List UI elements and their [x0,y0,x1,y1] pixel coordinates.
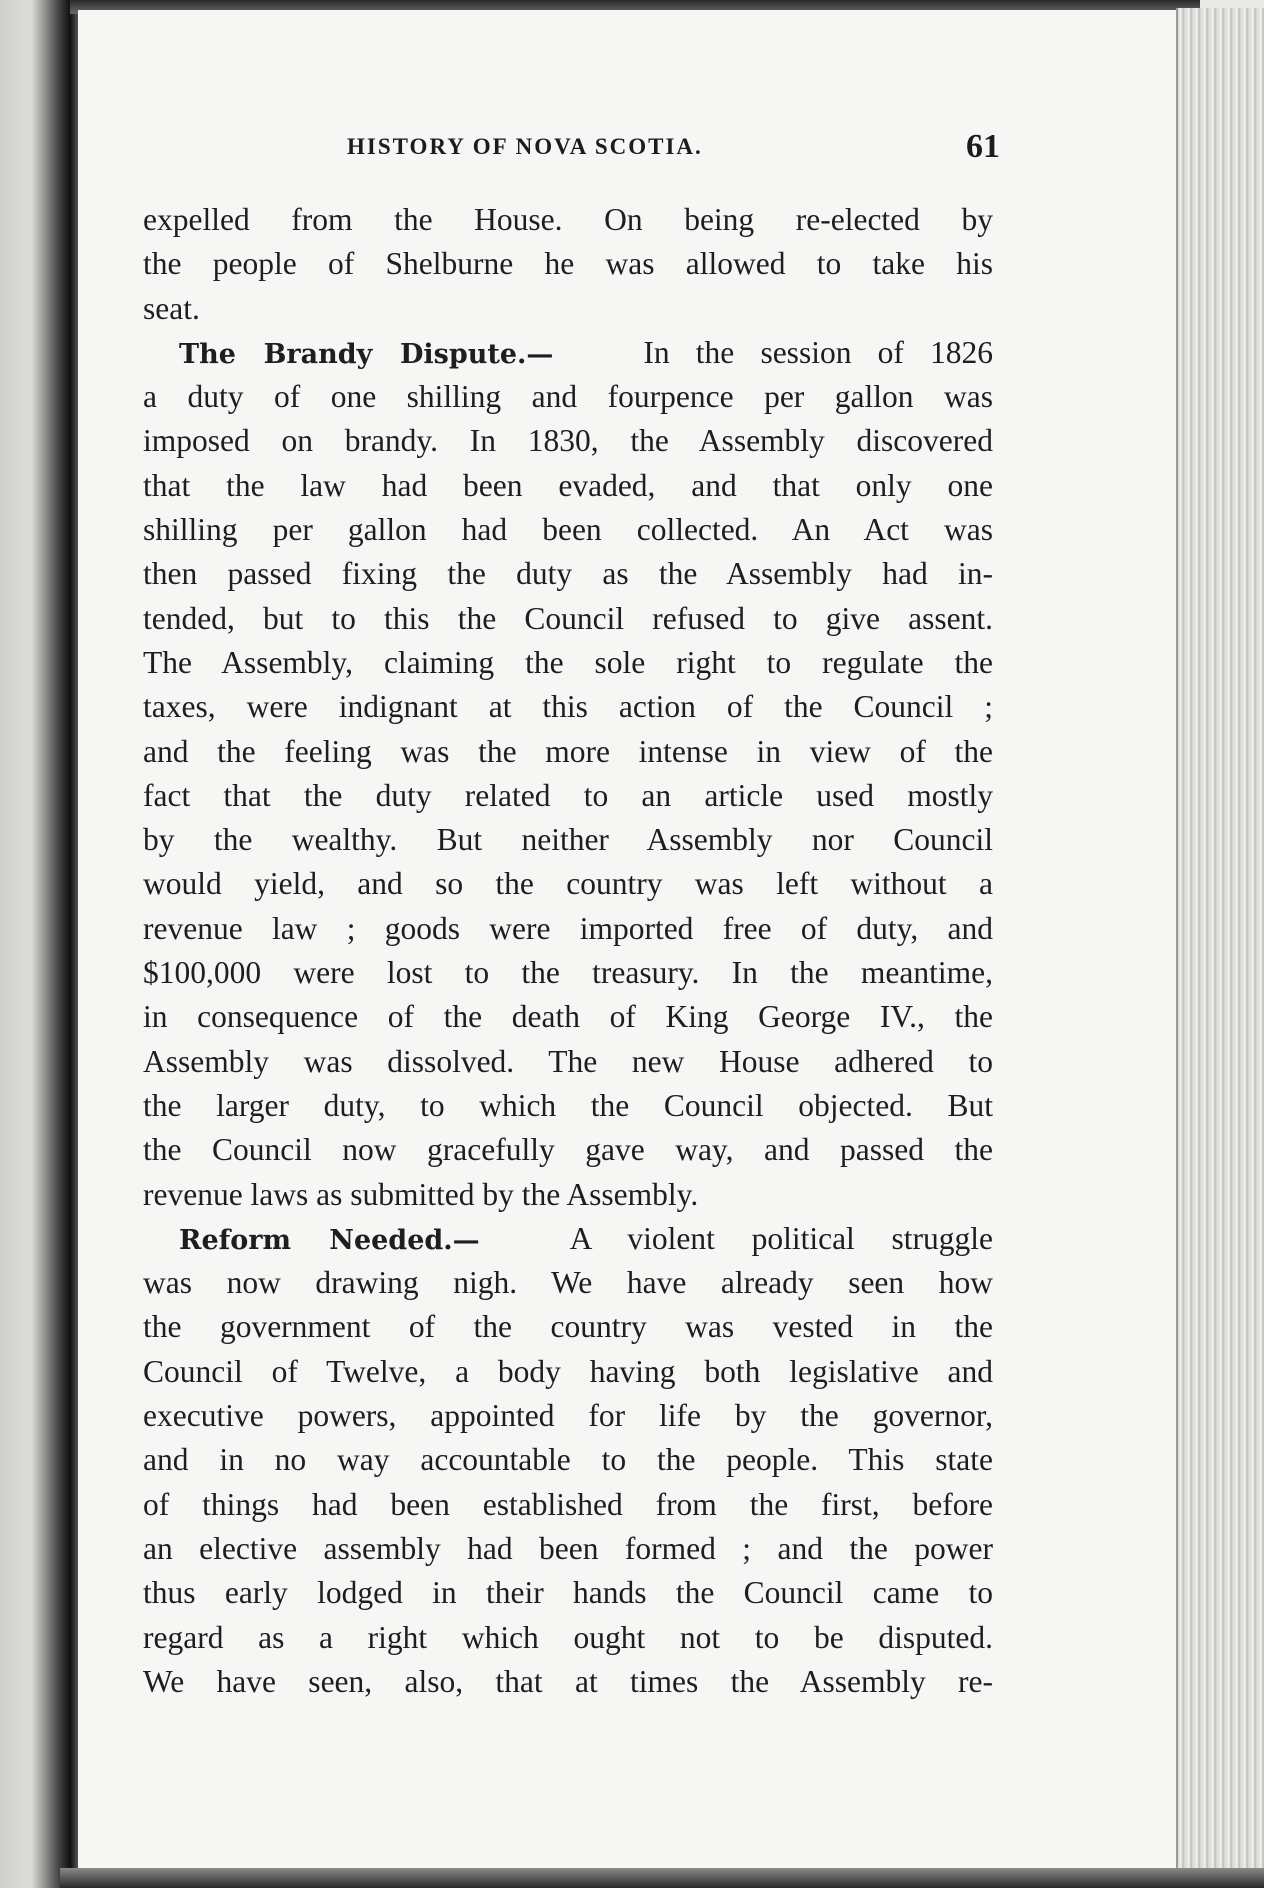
section-heading-line [143,1217,993,1261]
text-line: Assembly was dissolved. The new House adhered to [143,1043,993,1079]
section-heading-brandy-dispute: The Brandy Dispute.— [179,338,554,370]
text-line: We have seen, also, that at times the Assembly re- [143,1663,993,1699]
page-stack-edge [1176,8,1264,1880]
text-line: a duty of one shilling and fourpence per gallon was [143,379,993,415]
book-binding-edge [0,0,78,1888]
text-line: shilling per gallon had been collected. An Act was [143,512,993,548]
text-line: was now drawing nigh. We have already seen how [143,1265,993,1301]
text-line: and the feeling was the more intense in view of the [143,733,993,769]
text-line: would yield, and so the country was left without a [143,866,993,902]
body-text [143,198,993,1704]
text-line: seat. [143,290,200,326]
text-line: $100,000 were lost to the treasury. In the meantime, [143,955,993,991]
text-line: in consequence of the death of King George IV., the [143,999,993,1035]
text-line: A violent political struggle [569,1220,994,1256]
section-heading-reform-needed: Reform Needed.— [179,1224,480,1256]
section-heading-line [143,331,993,375]
bottom-page-edge [60,1868,1264,1888]
text-line: that the law had been evaded, and that only one [143,467,993,503]
text-line: an elective assembly had been formed ; and the power [143,1530,993,1566]
text-line: thus early lodged in their hands the Council came to [143,1575,993,1611]
text-line: the people of Shelburne he was allowed to take his [143,246,993,282]
text-line: tended, but to this the Council refused to give assent. [143,600,993,636]
text-line: by the wealthy. But neither Assembly nor Council [143,822,993,858]
text-line: regard as a right which ought not to be disputed. [143,1619,993,1655]
text-line: the government of the country was vested in the [143,1309,993,1345]
text-line: the larger duty, to which the Council objected. But [143,1087,993,1123]
text-line: then passed fixing the duty as the Assembly had in- [143,556,993,592]
text-line: In the session of 1826 [643,334,993,370]
text-line: taxes, were indignant at this action of the Council ; [143,689,993,725]
text-line: fact that the duty related to an article used mostly [143,777,993,813]
text-line: expelled from the House. On being re-elected by [143,202,993,237]
text-line: of things had been established from the first, before [143,1486,993,1522]
text-line: imposed on brandy. In 1830, the Assembly discovered [143,423,993,459]
text-line: executive powers, appointed for life by the governor, [143,1398,993,1434]
text-line: revenue laws as submitted by the Assembly. [143,1176,699,1212]
text-line: Council of Twelve, a body having both legislative and [143,1353,993,1389]
text-line: revenue law ; goods were imported free of duty, and [143,910,993,946]
text-line: the Council now gracefully gave way, and passed the [143,1132,993,1168]
text-line: The Assembly, claiming the sole right to regulate the [143,644,993,680]
text-line: and in no way accountable to the people. This state [143,1442,993,1478]
page-number: 61 [966,128,1000,165]
running-title: HISTORY OF NOVA SCOTIA. [347,134,703,159]
running-head [140,128,1000,168]
